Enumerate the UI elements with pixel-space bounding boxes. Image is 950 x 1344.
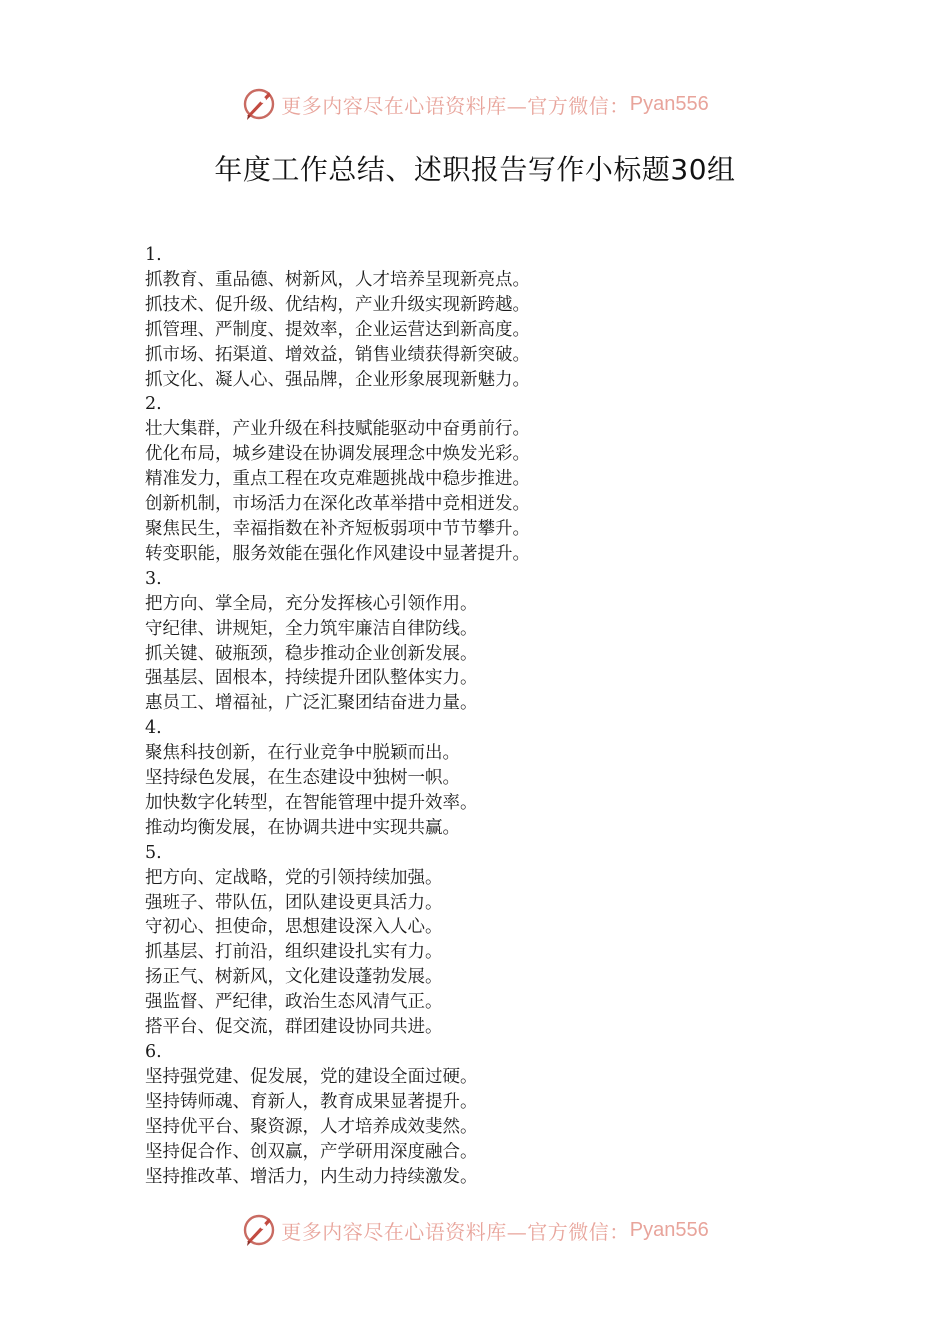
section-line: 优化布局，城乡建设在协调发展理念中焕发光彩。 xyxy=(145,444,530,465)
section-line: 聚焦民生，幸福指数在补齐短板弱项中节节攀升。 xyxy=(145,518,530,539)
section-line: 把方向、掌全局，充分发挥核心引领作用。 xyxy=(145,593,478,614)
section-line: 强班子、带队伍，团队建设更具活力。 xyxy=(145,892,443,913)
section-number: 2. xyxy=(145,394,162,415)
section-line: 坚持推改革、增活力，内生动力持续激发。 xyxy=(145,1166,478,1187)
section-line: 壮大集群，产业升级在科技赋能驱动中奋勇前行。 xyxy=(145,419,530,440)
watermark-text: 更多内容尽在心语资料库—官方微信： xyxy=(281,1219,630,1244)
watermark-text: 更多内容尽在心语资料库—官方微信： xyxy=(281,93,630,118)
section-line: 抓关键、破瓶颈，稳步推动企业创新发展。 xyxy=(145,643,478,664)
section-line: 扬正气、树新风，文化建设蓬勃发展。 xyxy=(145,967,443,988)
section-number: 6. xyxy=(145,1042,162,1062)
section-line: 把方向、定战略，党的引领持续加强。 xyxy=(145,867,443,888)
section-line: 转变职能，服务效能在强化作风建设中显著提升。 xyxy=(145,543,530,564)
section-line: 强基层、固根本，持续提升团队整体实力。 xyxy=(145,668,478,689)
quill-logo-icon xyxy=(241,1212,277,1248)
section-number: 4. xyxy=(145,718,162,739)
section-line: 坚持铸师魂、育新人，教育成果显著提升。 xyxy=(145,1091,478,1112)
section-line: 抓技术、促升级、优结构，产业升级实现新跨越。 xyxy=(145,294,530,315)
section-line: 创新机制，市场活力在深化改革举措中竞相迸发。 xyxy=(145,494,530,515)
section-line: 抓教育、重品德、树新风，人才培养呈现新亮点。 xyxy=(145,269,530,290)
header-watermark xyxy=(0,84,950,124)
quill-logo-icon xyxy=(241,86,277,122)
section-line: 抓市场、拓渠道、增效益，销售业绩获得新突破。 xyxy=(145,344,530,365)
section-line: 搭平台、促交流，群团建设协同共进。 xyxy=(145,1017,443,1038)
section-number: 1. xyxy=(145,245,162,265)
section-line: 守纪律、讲规矩，全力筑牢廉洁自律防线。 xyxy=(145,618,478,639)
section-line: 守初心、担使命，思想建设深入人心。 xyxy=(145,917,443,938)
watermark-wechat-id: Pyan556 xyxy=(629,1218,709,1241)
section-line: 抓文化、凝人心、强品牌，企业形象展现新魅力。 xyxy=(145,369,530,390)
section-line: 抓管理、严制度、提效率，企业运营达到新高度。 xyxy=(145,319,530,340)
section-line: 坚持促合作、创双赢，产学研用深度融合。 xyxy=(145,1141,478,1162)
document-body xyxy=(145,243,845,1189)
section-line: 精准发力，重点工程在攻克难题挑战中稳步推进。 xyxy=(145,469,530,490)
section-line: 推动均衡发展，在协调共进中实现共赢。 xyxy=(145,817,460,838)
section-line: 强监督、严纪律，政治生态风清气正。 xyxy=(145,992,443,1013)
section-line: 聚焦科技创新，在行业竞争中脱颖而出。 xyxy=(145,743,460,764)
section-number: 5. xyxy=(145,842,162,863)
page-title: 年度工作总结、述职报告写作小标题30组 xyxy=(214,153,736,186)
section-line: 抓基层、打前沿，组织建设扎实有力。 xyxy=(145,942,443,963)
section-number: 3. xyxy=(145,568,162,589)
footer-watermark xyxy=(0,1210,950,1250)
section-line: 惠员工、增福祉，广泛汇聚团结奋进力量。 xyxy=(145,693,478,714)
section-line: 坚持强党建、促发展，党的建设全面过硬。 xyxy=(145,1066,478,1087)
section-line: 坚持绿色发展，在生态建设中独树一帜。 xyxy=(145,768,460,789)
section-line: 加快数字化转型，在智能管理中提升效率。 xyxy=(145,792,478,813)
section-line: 坚持优平台、聚资源，人才培养成效斐然。 xyxy=(145,1116,478,1137)
watermark-wechat-id: Pyan556 xyxy=(629,92,709,115)
